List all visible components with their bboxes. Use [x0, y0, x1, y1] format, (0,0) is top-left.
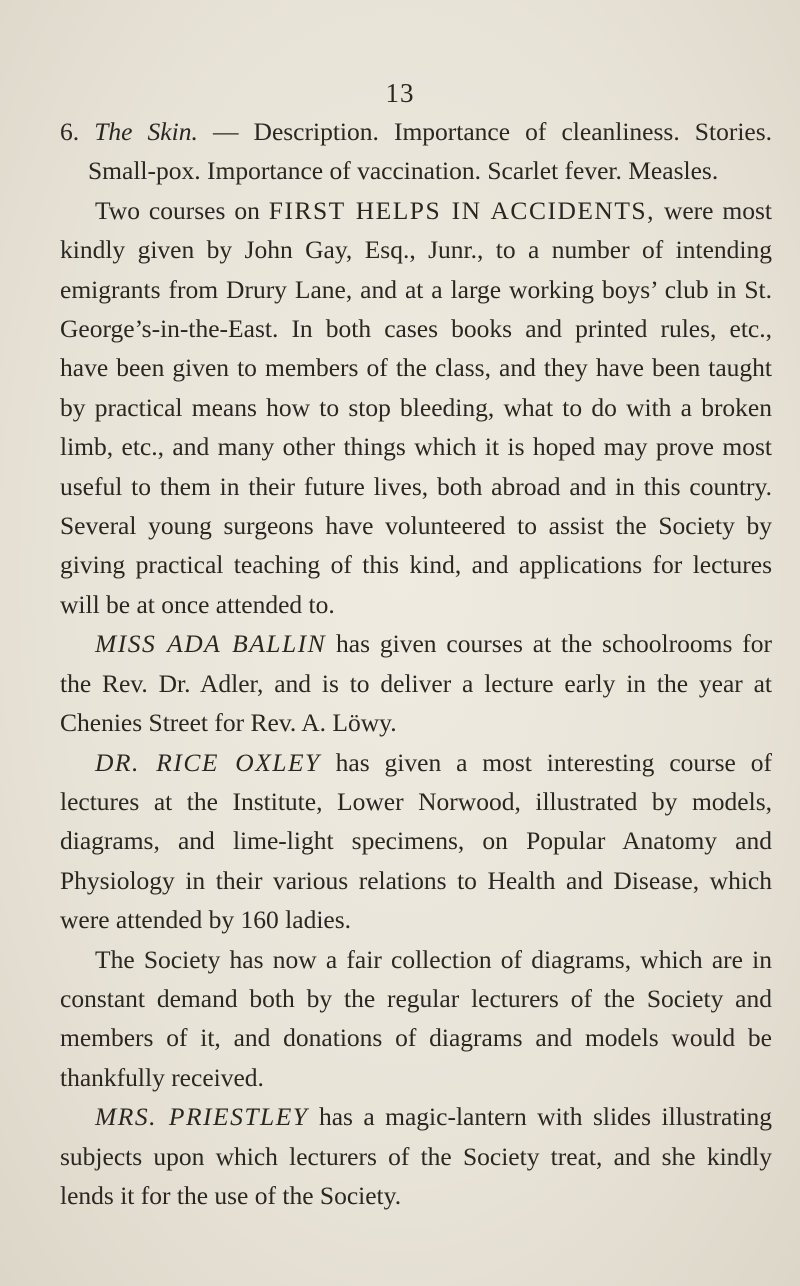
paragraph-text: has given a most interesting course of lectures at the Institute, Lower Norwood, illustrated by models, diagrams, and lime-light specimens, on Popular Anatomy and Physiology in their various relations to Health and Disease, which were attended by 160 ladies. — [60, 747, 773, 935]
paragraph-text: has given courses at the schoolrooms for the Rev. Dr. Adler, and is to deliver a lecture early in the year at Chenies Street for Rev. A. Löwy. — [60, 629, 772, 738]
page-number: 13 — [385, 78, 415, 108]
paragraph-lead: Two courses on — [95, 195, 260, 225]
lecturer-name: MISS ADA BALLIN — [95, 629, 327, 659]
paragraph-first-helps — [60, 191, 772, 624]
paragraph-mrs-priestley — [60, 1097, 772, 1215]
paragraph-dr-oxley — [60, 743, 772, 940]
paragraph-miss-ballin — [60, 624, 772, 742]
paragraph-text: were most kindly given by John Gay, Esq., Junr., to a number of intending emigrants from Drury Lane, and at a large working boys’ club in St. George’s-in-the-East. In both cases books and printed rules, etc., have been given to members of the class, and they have been taught by practical means how to stop bleeding, what to do with a broken limb, etc., and many other things which it is hoped may prove most useful to them in their future lives, both abroad and in this country. Several young surgeons have volunteered to assist the Society by giving practical teaching of this kind, and applications for lectures will be at once attended to. — [60, 195, 773, 619]
lecturer-name: DR. RICE OXLEY — [95, 747, 321, 777]
paragraph-diagrams — [60, 940, 772, 1098]
page-body — [60, 112, 772, 1215]
list-item-6 — [60, 112, 772, 191]
item-number: 6. — [60, 117, 80, 146]
item-text: — Description. Importance of cleanliness. Stories. Small-pox. Importance of vaccination. Scarlet fever. Measles. — [88, 117, 773, 186]
course-title: FIRST HELPS IN ACCIDENTS, — [268, 195, 655, 225]
paragraph-text: The Society has now a fair collection of diagrams, which are in constant demand both by the regular lecturers of the Society and members of it, and donations of diagrams and models would be thankfully received. — [60, 944, 772, 1092]
paragraph-text: has a magic-lantern with slides illustrating subjects upon which lecturers of the Society treat, and she kindly lends it for the use of the Society. — [60, 1102, 772, 1210]
lecturer-name: MRS. PRIESTLEY — [95, 1102, 309, 1132]
item-title: The Skin. — [94, 117, 198, 146]
